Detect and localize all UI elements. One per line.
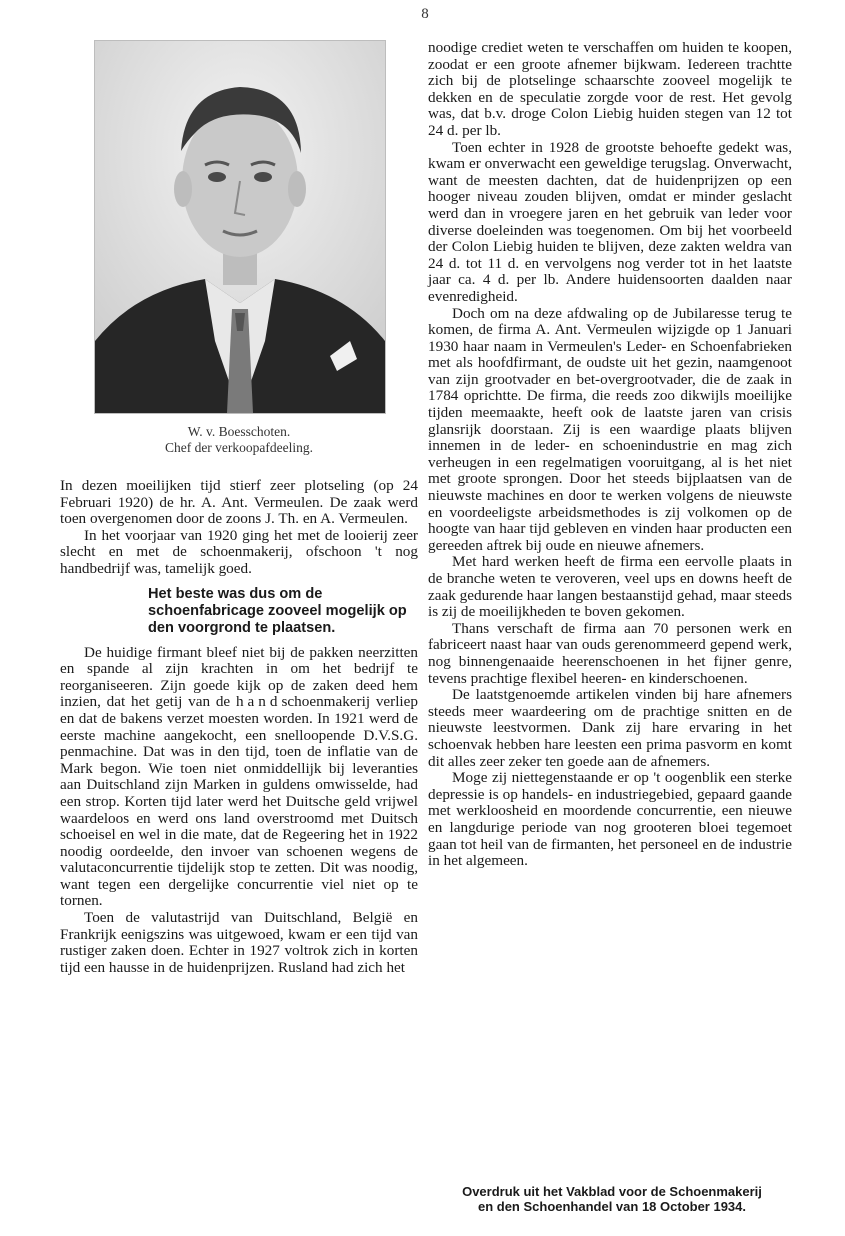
left-column: [60, 40, 418, 976]
paragraph: [60, 645, 418, 911]
paragraph: De laatstgenoemde artikelen vinden bij hare afnemers steeds meer waardeering om de prachtige snitten en de nieuwste leestvormen. Dank zij hare ervaring in het schoenvak hebben hare leesten een prima pasvorm en komt dit alles zeer zeker ten goede aan de afnemers.: [428, 686, 792, 770]
paragraph: Toen echter in 1928 de grootste behoefte gedekt was, kwam er onverwacht een geweldige terugslag. Onverwacht, want de meesten dachten, dat de huidenprijzen op een hooger niveau zouden blijven, omdat er minder geslacht werd dan in vroegere jaren en het gebruik van leder voor diverse doeleinden was toegenomen. Om bij het voorbeeld der Colon Liebig huiden te blijven, deze zakten weldra van 24 d. tot 11 d. en vervolgens nog verder tot in het laatste jaar ca. 4 d. per lb. Andere huidensoorten daalden naar evenredigheid.: [428, 138, 792, 305]
caption-role: Chef der verkoopafdeeling.: [164, 440, 314, 455]
paragraph: Toen de valutastrijd van Duitschland, België en Frankrijk eenigszins was uitgewoed, kwam er een tijd van rustiger zaken doen. Echter in 1927 voltrok zich in korten tijd een hausse in de huidenprijzen. Rusland had zich het: [60, 909, 418, 976]
reprint-note-line: Overdruk uit het Vakblad voor de Schoenmakerij: [462, 1184, 762, 1199]
paragraph: In het voorjaar van 1920 ging het met de looierij zeer slecht en met de schoenmakerij, ofschoon 't nog handbedrijf was, tamelijk goed.: [60, 526, 418, 577]
right-column: [428, 40, 792, 870]
text-run: schoenmakerij verliep en dat de bakens verzet moesten worden. In 1921 werd de eerste machine aangekocht, een snelloopende D.V.S.G. penmachine. Dat was in den tijd, toen de inflatie van de Mark begon. Wie toen niet onmiddellijk bij leveranties aan Duitschland zijn Marken in guldens omwisselde, had een strop. Korten tijd later werd het Duitsche geld vrijwel waardeloos en werd ons land overstroomd met Duitsch schoeisel en wel in die mate, dat de Regeering het in 1922 noodig oordeelde, den invoer van schoenen wegens de valutaconcurrentie tijdelijk stop te zetten. Dit was noodig, want tegen een dergelijke concurrentie viel niet op te tornen.: [60, 693, 418, 910]
paragraph: Moge zij niettegenstaande er op 't oogenblik een sterke depressie is op handels- en industriegebied, gepaard gaande met werkloosheid en moordende concurrentie, een nieuwe en langdurige periode van nog grooteren bloei tegemoet gaan tot heil van de firmanten, het personeel en de industrie in het algemeen.: [428, 769, 792, 870]
reprint-note: [420, 1184, 804, 1214]
portrait-photo: [94, 40, 386, 414]
paragraph: Met hard werken heeft de firma een eervolle plaats in de branche weten te veroveren, veel ups en downs heeft de zaak gedurende haar langen bestaanstijd gehad, maar steeds is zij de moeilijkheden te boven gekomen.: [428, 553, 792, 621]
text-run: De huidige firmant bleef niet bij de pakken neerzitten en spande al zijn krachten in om het bedrijf te reorganiseeren. Zijn goede kijk op de zaken deed hem inzien, dat het getij van de: [60, 643, 418, 711]
paragraph: Doch om na deze afdwaling op de Jubilaresse terug te komen, de firma A. Ant. Vermeulen wijzigde op 1 Januari 1930 haar naam in Vermeulen's Leder- en Schoenfabrieken met als hoofdfirmant, de oudste uit het gezin, naamgenoot van zijn grootvader en bet-overgrootvader, die de zaak in 1784 oprichtte. De firma, die reeds zoo dikwijls moeilijke tijden meemaakte, heeft ook de laatste jaren van crisis glansrijk doorstaan. Zij is een waardige plaats blijven innemen in de leder- en schoenindustrie en mag zich verheugen in een regelmatigen vooruitgang, al is het niet met groote sprongen. Door het steeds bijplaatsen van de nieuwste machines en door te werken volgens de nieuwste en voordeeligste arbeidsmethodes is zij volkomen op de hoogte van haar tijd gebleven en vinden haar producten een gereeden aftrek bij oude en nieuwe afnemers.: [428, 304, 792, 554]
portrait-illustration: [95, 41, 385, 413]
photo-caption: [60, 424, 418, 456]
reprint-note-line: en den Schoenhandel van 18 October 1934.: [477, 1199, 747, 1214]
section-heading: Het beste was dus om de schoenfabricage zooveel mogelijk op den voorgrond te plaatsen.: [148, 585, 407, 636]
page-number: 8: [421, 6, 429, 22]
paragraph: In dezen moeilijken tijd stierf zeer plotseling (op 24 Februari 1920) de hr. A. Ant. Vermeulen. De zaak werd toen overgenomen door de zoons J. Th. en A. Vermeulen.: [60, 477, 418, 528]
paragraph: Thans verschaft de firma aan 70 personen werk en fabriceert naast haar van ouds gerenommeerd gepend werk, nog binnengenaaide heerenschoenen in het fijner genre, tevens prachtige flexibel heeren- en kinderschoenen.: [428, 619, 792, 687]
spaced-text: hand: [235, 693, 282, 711]
paragraph: noodige crediet weten te verschaffen om huiden te koopen, zoodat er een groote afnemer bijkwam. Iedereen trachtte zich bij de plotselinge schaarschte zooveel mogelijk te dekken en de speculatie zorgde voor de rest. Het gevolg was, dat b.v. droge Colon Liebig huiden stegen van 12 tot 24 d. per lb.: [428, 39, 792, 139]
caption-name: W. v. Boesschoten.: [187, 424, 291, 439]
